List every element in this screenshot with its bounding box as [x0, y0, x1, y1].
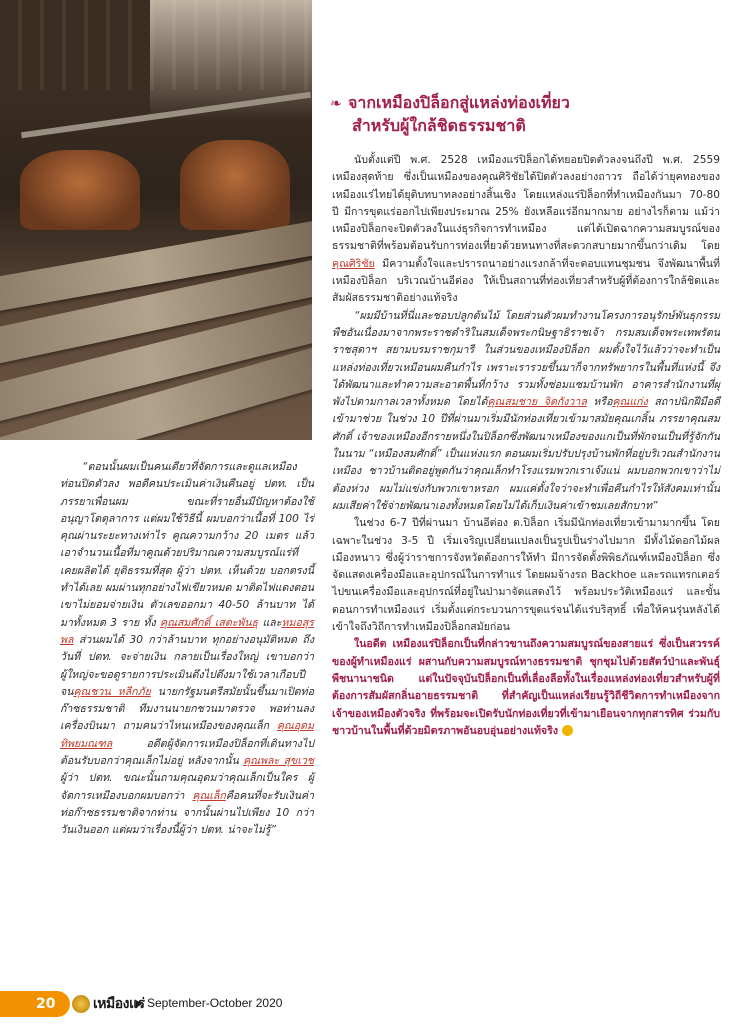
name-highlight: หมอสุรพล [60, 616, 314, 646]
paragraph-3: ในช่วง 6-7 ปีที่ผ่านมา บ้านอีต่อง ต.ปิล็อก เริ่มมีนักท่องเที่ยวเข้ามามากขึ้น โดยเฉพาะในช่วง 3-5 ปี เริ่มเจริญเปลี่ยนแปลงเป็นรูปเป็นร่างไปมาก มีทั้งไม้ดอกไม้ผลเมืองหนาว ซึ่งผู้ว่าราชการจังหวัดต้องการให้ทำ มีการจัดตั้งพิพิธภัณฑ์เหมืองปิล็อก ซึ่งจัดแสดงเครื่องมือและอุปกรณ์ในการทำแร่ โดยผมจ้างรถ Backhoe และรถแทรกเตอร์ไปขนเครื่องมือและอุปกรณ์ที่อยู่ในป่ามาจัดแสดงไว้ พร้อมประวัติเหมืองแร่ และขั้นตอนการทำเหมืองแร่ เริ่มตั้งแต่กระบวนการขุดแร่จนได้แร่บริสุทธิ์ เพื่อให้คนรุ่นหลังได้เข้าใจถึงวิถีการทำเหมืองปิล็อกสมัยก่อน [332, 517, 720, 634]
quote-text: ส่วนผมได้ 30 กว่าล้านบาท ทุกอย่างอนุมัติหมด ถึงวันที่ ปตท. จะจ่ายเงิน กลายเป็นเรื่องใหญ่ เขาบอกว่าผู้ใหญ่จะขอดูรายการประเมินดึงไปดึงมาใช้เวลาเกือบปี จน [60, 633, 314, 698]
smiley-icon [562, 725, 573, 736]
paragraph-2-text: “ผมมีบ้านที่นี่และชอบปลูกต้นไม้ โดยส่วนตัวผมทำงานโครงการอนุรักษ์พันธุกรรมพืชอันเนื่องมาจากพระราชดำริในสมเด็จพระกนิษฐาธิราชเจ้า กรมสมเด็จพระเทพรัตนราชสุดาฯ สยามบรมราชกุมารี ในส่วนของเหมืองปิล็อก ผมตั้งใจไว้แล้วว่าจะทำเป็นแหล่งท่องเที่ยวเหมือนผมคืนกำไร เพราะเรารวยขึ้นมาก็จากทรัพยากรในพื้นที่แห่งนี้ จึงได้พัฒนาและทำความสะอาดพื้นที่กว้าง รวมทั้งซ่อมแซมบ้านพัก อาคารสำนักงานที่ผุพังไปตามกาลเวลาทั้งหมด โดยได้ [332, 309, 720, 409]
quote-paragraph [60, 459, 314, 840]
quote-text: “ตอนนั้นผมเป็นคนเดียวที่จัดการและดูแลเหมืองท่อนปิดตัวลง พอดีคนประเมินค่าเงินคืนอยู่ ปตท. เป็นภรรยาเพื่อนผม ขณะที่รายอื่นมีปัญหาต้องใช้อนุญาโตตุลาการ แต่ผมใช้วิธีนี้ ผมบอกว่าเนื้อที่ 100 ไร่ คุณผ่านระยะทางเท่าไร คูณความกว้าง 20 เมตร แล้วเอาจำนวนเนื้อที่มาคูณด้วยปริมาณความสมบูรณ์แร่ที่เคยผลิตได้ ยุติธรรมที่สุด ผู้ว่า ปตท. เห็นด้วย บอกตรงนี้ทำได้เลย ผมผ่านทุกอย่างไฟเขียวหมด มาติดไฟแดงตอนเขาไม่ยอมจ่ายเงิน ตัวเลขออกมา 40-50 ล้านบาท ได้มาทั้งหมด 3 ราย ทั้ง [60, 461, 314, 629]
paragraph-2-end: สถาปนิกฝีมือดีเข้ามาช่วย ในช่วง 10 ปีที่ผ่านมาเริ่มมีนักท่องเที่ยวเข้ามาสมัยคุณเกลิ้น ภรรยาคุณสมศักดิ์ เจ้าของเหมืองอีกรายหนึ่งในปิล็อกซึ่งพัฒนาเหมืองของแกเป็นที่พักจนเป็นที่รู้จักกันในนาม “เหมืองสมศักดิ์” เป็นแห่งแรก ตอนผมเริ่มปรับปรุงบ้านพักที่อยู่บริเวณสำนักงานเหมือง ชาวบ้านติดอยู่พูดกันว่าคุณเล็กทำโรงแรมพวกเราเจ๊งแน่ ผมบอกพวกเขาว่าไม่ต้องห่วง ผมไม่แข่งกับพวกเขาหรอก ผมแค่ตั้งใจว่าจะทำเพื่อคืนกำไรให้สังคมเท่านั้น ผมเสียค่าใช้จ่ายพัฒนาเองทั้งหมดโดยไม่ได้เก็บเงินค่าเข้าชมเลยสักบาท” [332, 396, 721, 512]
name-highlight: คุณสมศักดิ์ เสตะพันธุ [160, 616, 259, 629]
name-highlight: คุณชวน หลีกภัย [73, 685, 151, 698]
heading-line-1: จากเหมืองปิล็อกสู่แหล่งท่องเที่ยว [348, 93, 570, 112]
quote-text: ผู้ว่า ปตท. ขณะนั้นถามคุณอุดมว่าคุณเล็กเป็นใคร ผู้จัดการเหมืองบอกผมบอกว่า [60, 772, 314, 802]
photo-machine-left [20, 150, 140, 230]
right-column-text [332, 152, 720, 740]
heading-line-2: สำหรับผู้ใกล้ชิดธรรมชาติ [352, 116, 526, 135]
arrow-right-icon [136, 1000, 142, 1008]
quote-text: และ [258, 616, 282, 629]
name-highlight: คุณแก่ง [612, 396, 648, 409]
magazine-seal-icon [72, 995, 90, 1013]
paragraph-1 [332, 152, 720, 308]
paragraph-1-end: มีความตั้งใจและปรารถนาอย่างแรงกล้าที่จะตอบแทนชุมชน จึงพัฒนาพื้นที่เหมืองปิล็อก บริเวณบ้านอีต่อง ให้เป็นสถานที่ท่องเที่ยวสำหรับผู้ที่ต้องการใกล้ชิดและสัมผัสธรรมชาติอย่างแท้จริง [332, 257, 720, 305]
paragraph-2-quote [332, 308, 720, 516]
photo-machine-right [180, 140, 290, 230]
page-footer [0, 991, 735, 1024]
mining-warehouse-photo [0, 0, 312, 440]
quote-text: อดีตผู้จัดการเหมืองปิล็อกที่เดินทางไปต้อนรับบอกว่าคุณเล็กไม่อยู่ หลังจากนั้น [60, 737, 314, 768]
name-highlight: คุณอุดม ทิพยมณฑล [60, 720, 314, 750]
section-heading [330, 92, 720, 136]
page-number: 20 [0, 991, 70, 1017]
magazine-logo [72, 994, 145, 1014]
name-highlight: คุณพละ สุขเวช [243, 755, 314, 768]
quote-text: นายกรัฐมนตรีสมัยนั้นขึ้นมาเปิดท่อก๊าซธรรมชาติ ทีมงานนายกชวนมาตรวจ พอท่านลงเครื่องบินมา ถามคนว่าไหนเหมืองของคุณเล็ก [60, 685, 314, 733]
paragraph-2-mid: หรือ [586, 396, 613, 409]
paragraph-1-text: นับตั้งแต่ปี พ.ศ. 2528 เหมืองแร่ปิล็อกได้ทยอยปิดตัวลงจนถึงปี พ.ศ. 2559 เหมืองสุดท้าย ซึ่งเป็นเหมืองของคุณศิริชัยได้ปิดตัวลงอย่างถาวร ถือได้ว่ายุคทองของเหมืองแร่ไทยได้ยุติบทบาทลงอย่างสิ้นเชิง โดยแหล่งแร่ปิล็อกที่ทำเหมืองกันมา 70-80 ปี มีการขุดแร่ออกไปเพียงประมาณ 25% ยังเหลือแร่อีกมากมาย อย่างไรก็ตาม แม้ว่าเหมืองปิล็อกจะปิดตัวลงในแง่ธุรกิจการทำเหมือง แต่ได้เปิดฉากความสมบูรณ์ของธรรมชาติที่พร้อมต้อนรับการท่องเที่ยวด้วยหนทางที่สะดวกสบายมากขึ้นกว่าเดิม โดย [332, 154, 720, 253]
left-column-quote [60, 459, 314, 840]
magazine-name: เหมืองแร่ [93, 996, 145, 1012]
name-highlight: คุณเล็ก [192, 789, 226, 802]
paragraph-4-highlight [332, 636, 720, 740]
name-highlight: คุณสมชาย จิตกังวาล [487, 396, 587, 409]
paragraph-4-text: ในอดีต เหมืองแร่ปิล็อกเป็นที่กล่าวขานถึงความสมบูรณ์ของสายแร่ ซึ่งเป็นสวรรค์ของผู้ทำเหมืองแร่ ผสานกับความสมบูรณ์ทางธรรมชาติ ชุกชุมไปด้วยสัตว์ป่าและพันธุ์พืชนานาชนิด แต่ในปัจจุบันปิล็อกเป็นที่เลื่องลือทั้งในเรื่องแหล่งท่องเที่ยวสำหรับผู้ที่ต้องการสัมผัสกลิ่นอายธรรมชาติ ที่สำคัญเป็นแหล่งเรียนรู้วิถีชีวิตการทำเหมืองจากเจ้าของเหมืองตัวจริง ที่พร้อมจะเปิดรับนักท่องเที่ยวที่เข้ามาเยือนจากทุกสารทิศ ร่วมกับชาวบ้านในพื้นที่ด้วยมิตรภาพอันอบอุ่นอย่างแท้จริง [332, 638, 720, 737]
issue-date-text: September-October 2020 [147, 996, 283, 1010]
name-highlight: คุณศิริชัย [332, 257, 375, 270]
leaf-ornament-icon: ❧ [330, 96, 342, 112]
quote-text: คือคนที่จะรับเงินค่าท่อก๊าซธรรมชาติจากท่าน จากนั้นผ่านไปเพียง 10 กว่าวันเงินออก แต่ผมว่าเรื่องนี้ผู้ว่า ปตท. น่าจะไม่รู้” [60, 789, 314, 837]
issue-date [136, 996, 282, 1010]
